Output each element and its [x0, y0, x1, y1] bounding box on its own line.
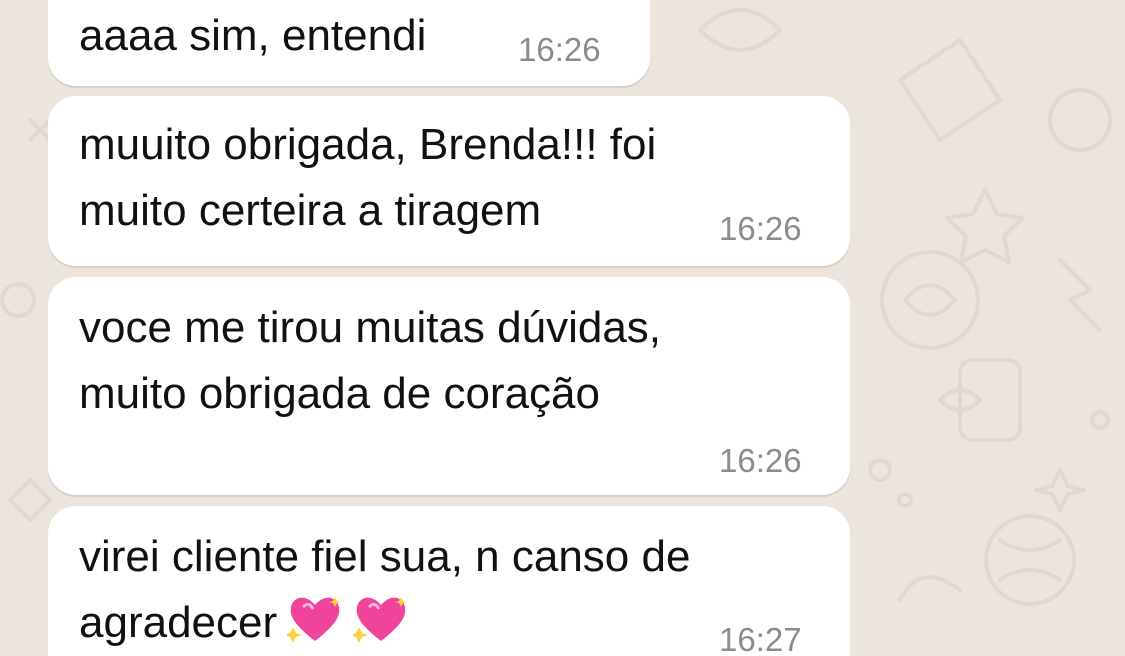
message-text: aaaa sim, entendi [79, 11, 427, 60]
message-text-with-emoji [79, 590, 409, 656]
sparkling-heart-icon [287, 593, 343, 645]
message-bubble[interactable] [48, 96, 850, 266]
message-text: voce me tirou muitas dúvidas, [79, 303, 662, 352]
message-text: virei cliente fiel sua, n canso de [79, 532, 691, 581]
message-bubble[interactable] [48, 277, 850, 495]
message-timestamp: 16:26 [518, 31, 601, 68]
sparkling-heart-icon [353, 593, 409, 645]
message-text: muito obrigada de coração [79, 369, 600, 418]
message-text: agradecer [79, 598, 278, 647]
message-text: muuito obrigada, Brenda!!! foi [79, 120, 657, 169]
message-timestamp: 16:26 [719, 442, 802, 479]
message-timestamp: 16:26 [719, 210, 802, 247]
message-bubble[interactable] [48, 0, 650, 86]
message-bubble[interactable] [48, 506, 850, 656]
message-text: muito certeira a tiragem [79, 186, 542, 235]
message-timestamp: 16:27 [719, 621, 802, 656]
